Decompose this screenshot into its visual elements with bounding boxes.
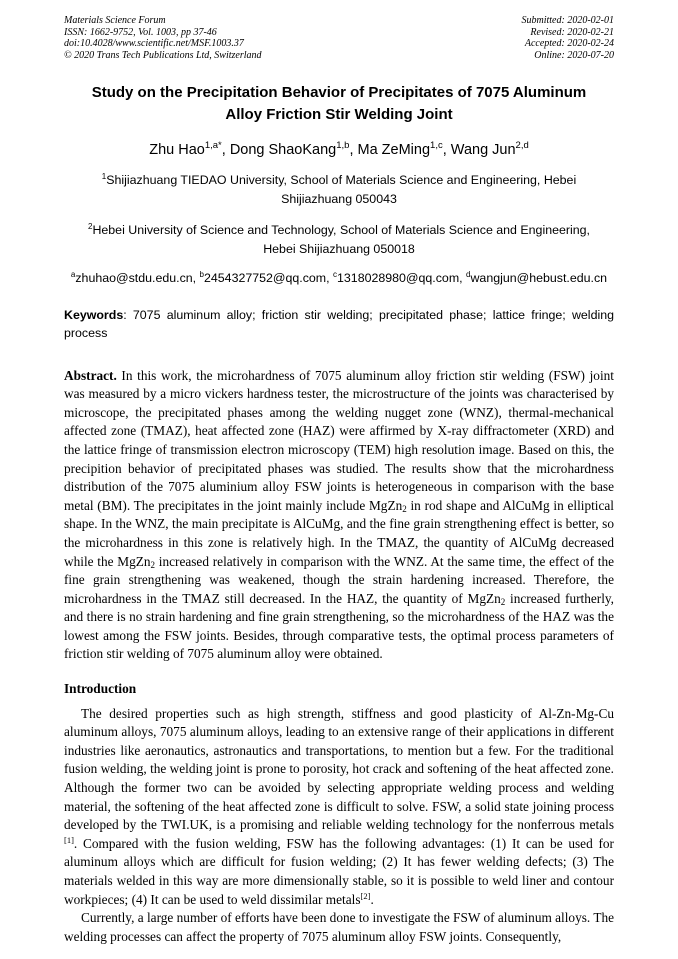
abstract-text: in rod shape and AlCuMg in elliptical shape. In the WNZ, the main precipitate is AlCuMg, and the fine grain strengthening effect is better, so the microhardness in this zone is relatively high. In the TMAZ, the quantity of AlCuMg decreased while the MgZn bbox=[64, 497, 614, 569]
publication-dates bbox=[522, 15, 615, 61]
email-list bbox=[64, 270, 614, 285]
author-separator: , bbox=[349, 142, 358, 159]
author-affiliation-mark: 1,b bbox=[336, 140, 350, 152]
abstract-text: In this work, the microhardness of 7075 aluminum alloy friction stir welding (FSW) joint was measured by a micro vickers hardness tester, the microstructure of the joints was characterised by microscope, the precipitated phases among the welding nugget zone (WNZ), thermal-mechanical affected zone (TMAZ), heat affected zone (HAZ) were affirmed by X-ray diffractometer (XRD) and the lattice fringe of transmission electron microscopy (TEM) high resolution image. Based on this, the precipition behavior of precipitated phases was studied. The results show that the microhardness distribution of the 7075 aluminium alloy FSW joints is heterogeneous in comparison with the base metal (BM). The precipitates in the joint mainly include MgZn bbox=[64, 367, 614, 513]
email-mark: a bbox=[70, 270, 76, 280]
abstract-text: increased furtherly, and there is no strain hardening and fine grain strengthening, so the microhardness of the HAZ was the lowest among the FSW joints. Besides, through comparative tests, the optimal process parameters of friction stir welding of 7075 aluminum alloy were obtained. bbox=[64, 590, 614, 662]
email-mark: d bbox=[466, 270, 471, 280]
abstract bbox=[64, 367, 614, 665]
affiliation-1 bbox=[64, 168, 614, 208]
paragraph-text: Currently, a large number of efforts have been done to investigate the FSW of aluminum alloys. The welding processes can affect the property of 7075 aluminum alloy FSW joints. Consequently, bbox=[64, 910, 614, 944]
keywords bbox=[64, 306, 614, 343]
author-name: Dong ShaoKang bbox=[229, 142, 337, 159]
author-name: Ma ZeMing bbox=[357, 142, 431, 159]
author-name: Zhu Hao bbox=[149, 142, 205, 159]
online-date: Online: 2020-07-20 bbox=[534, 49, 614, 61]
author-affiliation-mark: 2,d bbox=[515, 140, 529, 152]
copyright-line: © 2020 Trans Tech Publications Ltd, Switzerland bbox=[64, 49, 262, 61]
title-line-2: Alloy Friction Stir Welding Joint bbox=[225, 106, 453, 124]
email-address[interactable]: wangjun@hebust.edu.cn bbox=[470, 271, 608, 286]
author-name: Wang Jun bbox=[450, 142, 516, 159]
author-affiliation-mark: 1,c bbox=[430, 140, 443, 152]
affiliation-2 bbox=[64, 218, 614, 258]
citation-ref[interactable]: [2] bbox=[360, 890, 371, 901]
revised-date: Revised: 2020-02-21 bbox=[530, 26, 614, 38]
affiliation-line: Hebei Shijiazhuang 050018 bbox=[263, 241, 415, 256]
author-separator: , bbox=[442, 142, 451, 159]
email-address[interactable]: zhuhao@stdu.edu.cn, bbox=[75, 271, 200, 286]
citation-ref[interactable]: [1] bbox=[64, 834, 74, 845]
issn-line: ISSN: 1662-9752, Vol. 1003, pp 37-46 bbox=[64, 26, 217, 38]
accepted-date: Accepted: 2020-02-24 bbox=[524, 38, 614, 50]
keywords-text: : 7075 aluminum alloy; friction stir welding; precipitated phase; lattice fringe; welding process bbox=[64, 307, 614, 341]
author-affiliation-mark: 1,a* bbox=[204, 140, 222, 152]
email-mark: c bbox=[333, 270, 338, 280]
subscript: 2 bbox=[402, 503, 407, 514]
paper-title bbox=[64, 82, 614, 126]
paragraph-text: . Compared with the fusion welding, FSW has the following advantages: (1) It can be used for aluminum alloys which are difficult for fusion welding; (2) It has fewer welding defects; (3) The materials welded in this way are more dimensionally stable, so it is possible to weld liner and contour workpieces; (4) It can be used to weld dissimilar metals bbox=[64, 835, 614, 907]
affiliation-line: Hebei University of Science and Technology, School of Materials Science and Engineering, bbox=[92, 223, 590, 238]
paragraph-text: The desired properties such as high strength, stiffness and good plasticity of Al-Zn-Mg-Cu aluminum alloys, 7075 aluminum alloys, leading to an extensive range of their applications in different industries like aeronautics, astronautics and transportations, to mention but a few. For the traditional fusion welding, the welding joint is prone to porosity, hot crack and softening of the heat affected zone. Although the former two can be avoided by selecting appropriate welding process and welding material, the softening of the heat affected zone is difficult to solve. FSW, a solid state joining process developed by the TWI.UK, is a promising and reliable welding technology for the nonferrous metals bbox=[64, 705, 614, 833]
journal-name: Materials Science Forum bbox=[64, 15, 166, 26]
author-list bbox=[64, 136, 614, 160]
subscript: 2 bbox=[500, 596, 506, 607]
submitted-date: Submitted: 2020-02-01 bbox=[521, 15, 614, 26]
doi-line[interactable]: doi:10.4028/www.scientific.net/MSF.1003.37 bbox=[64, 38, 244, 50]
author-separator: , bbox=[221, 142, 230, 159]
publication-info bbox=[64, 15, 262, 61]
introduction-paragraph bbox=[64, 909, 614, 946]
email-address[interactable]: 2454327752@qq.com, bbox=[204, 271, 334, 286]
affiliation-line: Shijiazhuang TIEDAO University, School of Materials Science and Engineering, Hebei bbox=[106, 173, 577, 188]
journal-header bbox=[64, 15, 614, 61]
abstract-label: Abstract. bbox=[64, 367, 117, 383]
email-address[interactable]: 1318028980@qq.com, bbox=[337, 271, 467, 286]
keywords-label: Keywords bbox=[64, 307, 124, 322]
abstract-text: increased relatively in comparison with the WNZ. At the same time, the effect of the fine grain strengthening was weakened, though the strain hardening increased. Therefore, the microhardness in the TMAZ still decreased. In the HAZ, the quantity of MgZn bbox=[64, 553, 614, 606]
affiliation-mark: 2 bbox=[88, 222, 93, 232]
affiliation-line: Shijiazhuang 050043 bbox=[281, 191, 397, 206]
affiliation-mark: 1 bbox=[101, 172, 107, 182]
section-heading-introduction: Introduction bbox=[64, 681, 137, 697]
subscript: 2 bbox=[150, 559, 156, 570]
paragraph-text: . bbox=[370, 891, 374, 907]
title-line-1: Study on the Precipitation Behavior of Precipitates of 7075 Aluminum bbox=[91, 84, 587, 102]
email-mark: b bbox=[199, 270, 204, 280]
introduction-paragraph bbox=[64, 705, 614, 910]
